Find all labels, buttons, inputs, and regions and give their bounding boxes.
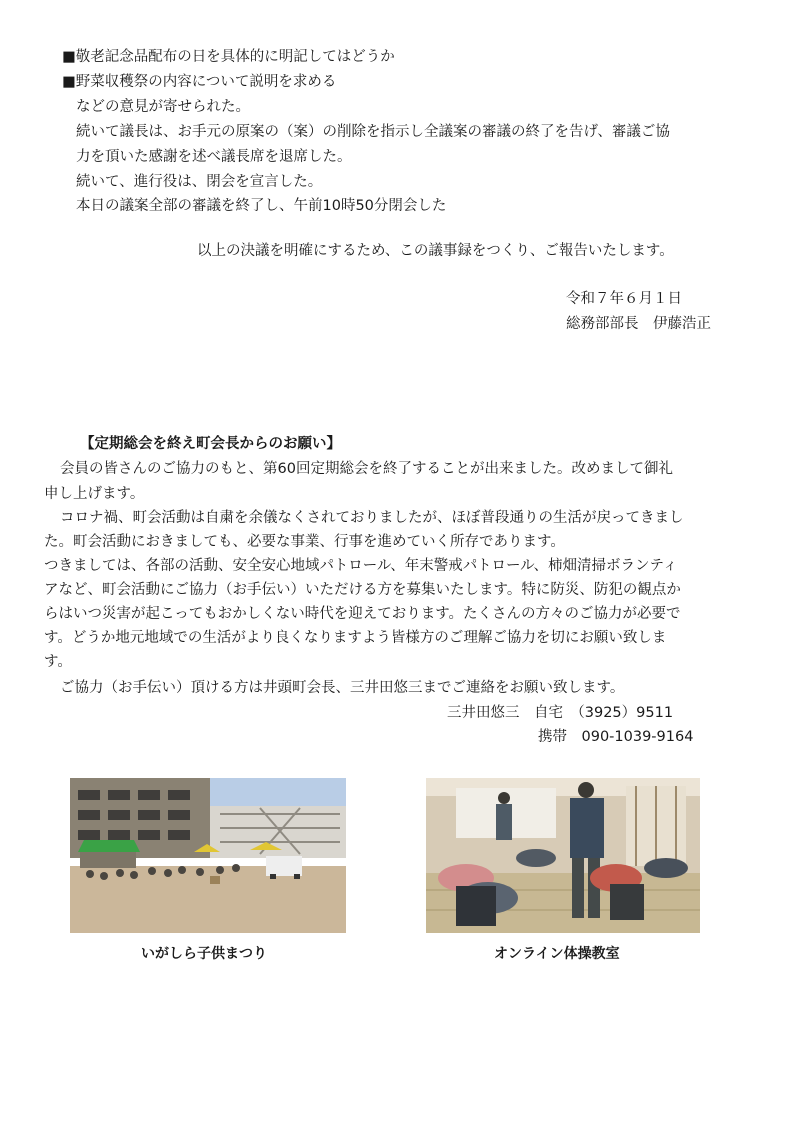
minutes-line: 続いて、進行役は、閉会を宣言した。 (76, 174, 323, 190)
request-line: ご協力（お手伝い）頂ける方は井頭町会長、三井田悠三までご連絡をお願い致します。 (60, 680, 625, 696)
request-line: らはいつ災害が起こってもおかしくない時代を迎えております。たくさんの方々のご協力が必要で (44, 606, 681, 622)
request-line: 会員の皆さんのご協力のもと、第60回定期総会を終了することが出来ました。改めまして御礼 (60, 461, 673, 477)
minutes-bullet-1: ■敬老記念品配布の日を具体的に明記してはどうか (62, 49, 395, 65)
minutes-bullet-2: ■野菜収穫祭の内容について説明を求める (62, 74, 337, 90)
minutes-line: などの意見が寄せられた。 (76, 99, 250, 115)
exercise-class-photo (426, 778, 700, 933)
minutes-date: 令和７年６月１日 (566, 291, 682, 307)
exercise-class-caption: オンライン体操教室 (494, 946, 620, 962)
minutes-closing: 以上の決議を明確にするため、この議事録をつくり、ご報告いたします。 (197, 243, 674, 259)
request-line: つきましては、各部の活動、安全安心地域パトロール、年末警戒パトロール、柿畑清掃ボランティ (44, 558, 678, 574)
festival-photo (70, 778, 346, 933)
festival-caption: いがしら子供まつり (141, 946, 267, 962)
minutes-line: 続いて議長は、お手元の原案の（案）の削除を指示し全議案の審議の終了を告げ、審議ご協 (76, 124, 670, 140)
request-line: す。 (44, 654, 72, 670)
minutes-signer: 総務部部長 伊藤浩正 (566, 316, 711, 332)
request-line: 申し上げます。 (44, 486, 145, 502)
contact-mobile: 携帯 090-1039-9164 (538, 729, 694, 745)
minutes-line: 本日の議案全部の審議を終了し、午前10時50分閉会した (76, 198, 447, 214)
request-line: アなど、町会活動にご協力（お手伝い）いただける方を募集いたします。特に防災、防犯の観点か (44, 582, 681, 598)
request-line: た。町会活動におきましても、必要な事業、行事を進めていく所存であります。 (44, 534, 565, 550)
request-line: コロナ禍、町会活動は自粛を余儀なくされておりましたが、ほぼ普段通りの生活が戻ってきまし (60, 510, 684, 526)
contact-home: 三井田悠三 自宅 （3925）9511 (447, 705, 674, 721)
minutes-line: 力を頂いた感謝を述べ議長席を退席した。 (76, 149, 352, 165)
request-line: す。どうか地元地域での生活がより良くなりますよう皆様方のご理解ご協力を切にお願い致しま (44, 630, 667, 646)
request-heading: 【定期総会を終え町会長からのお願い】 (80, 436, 341, 452)
